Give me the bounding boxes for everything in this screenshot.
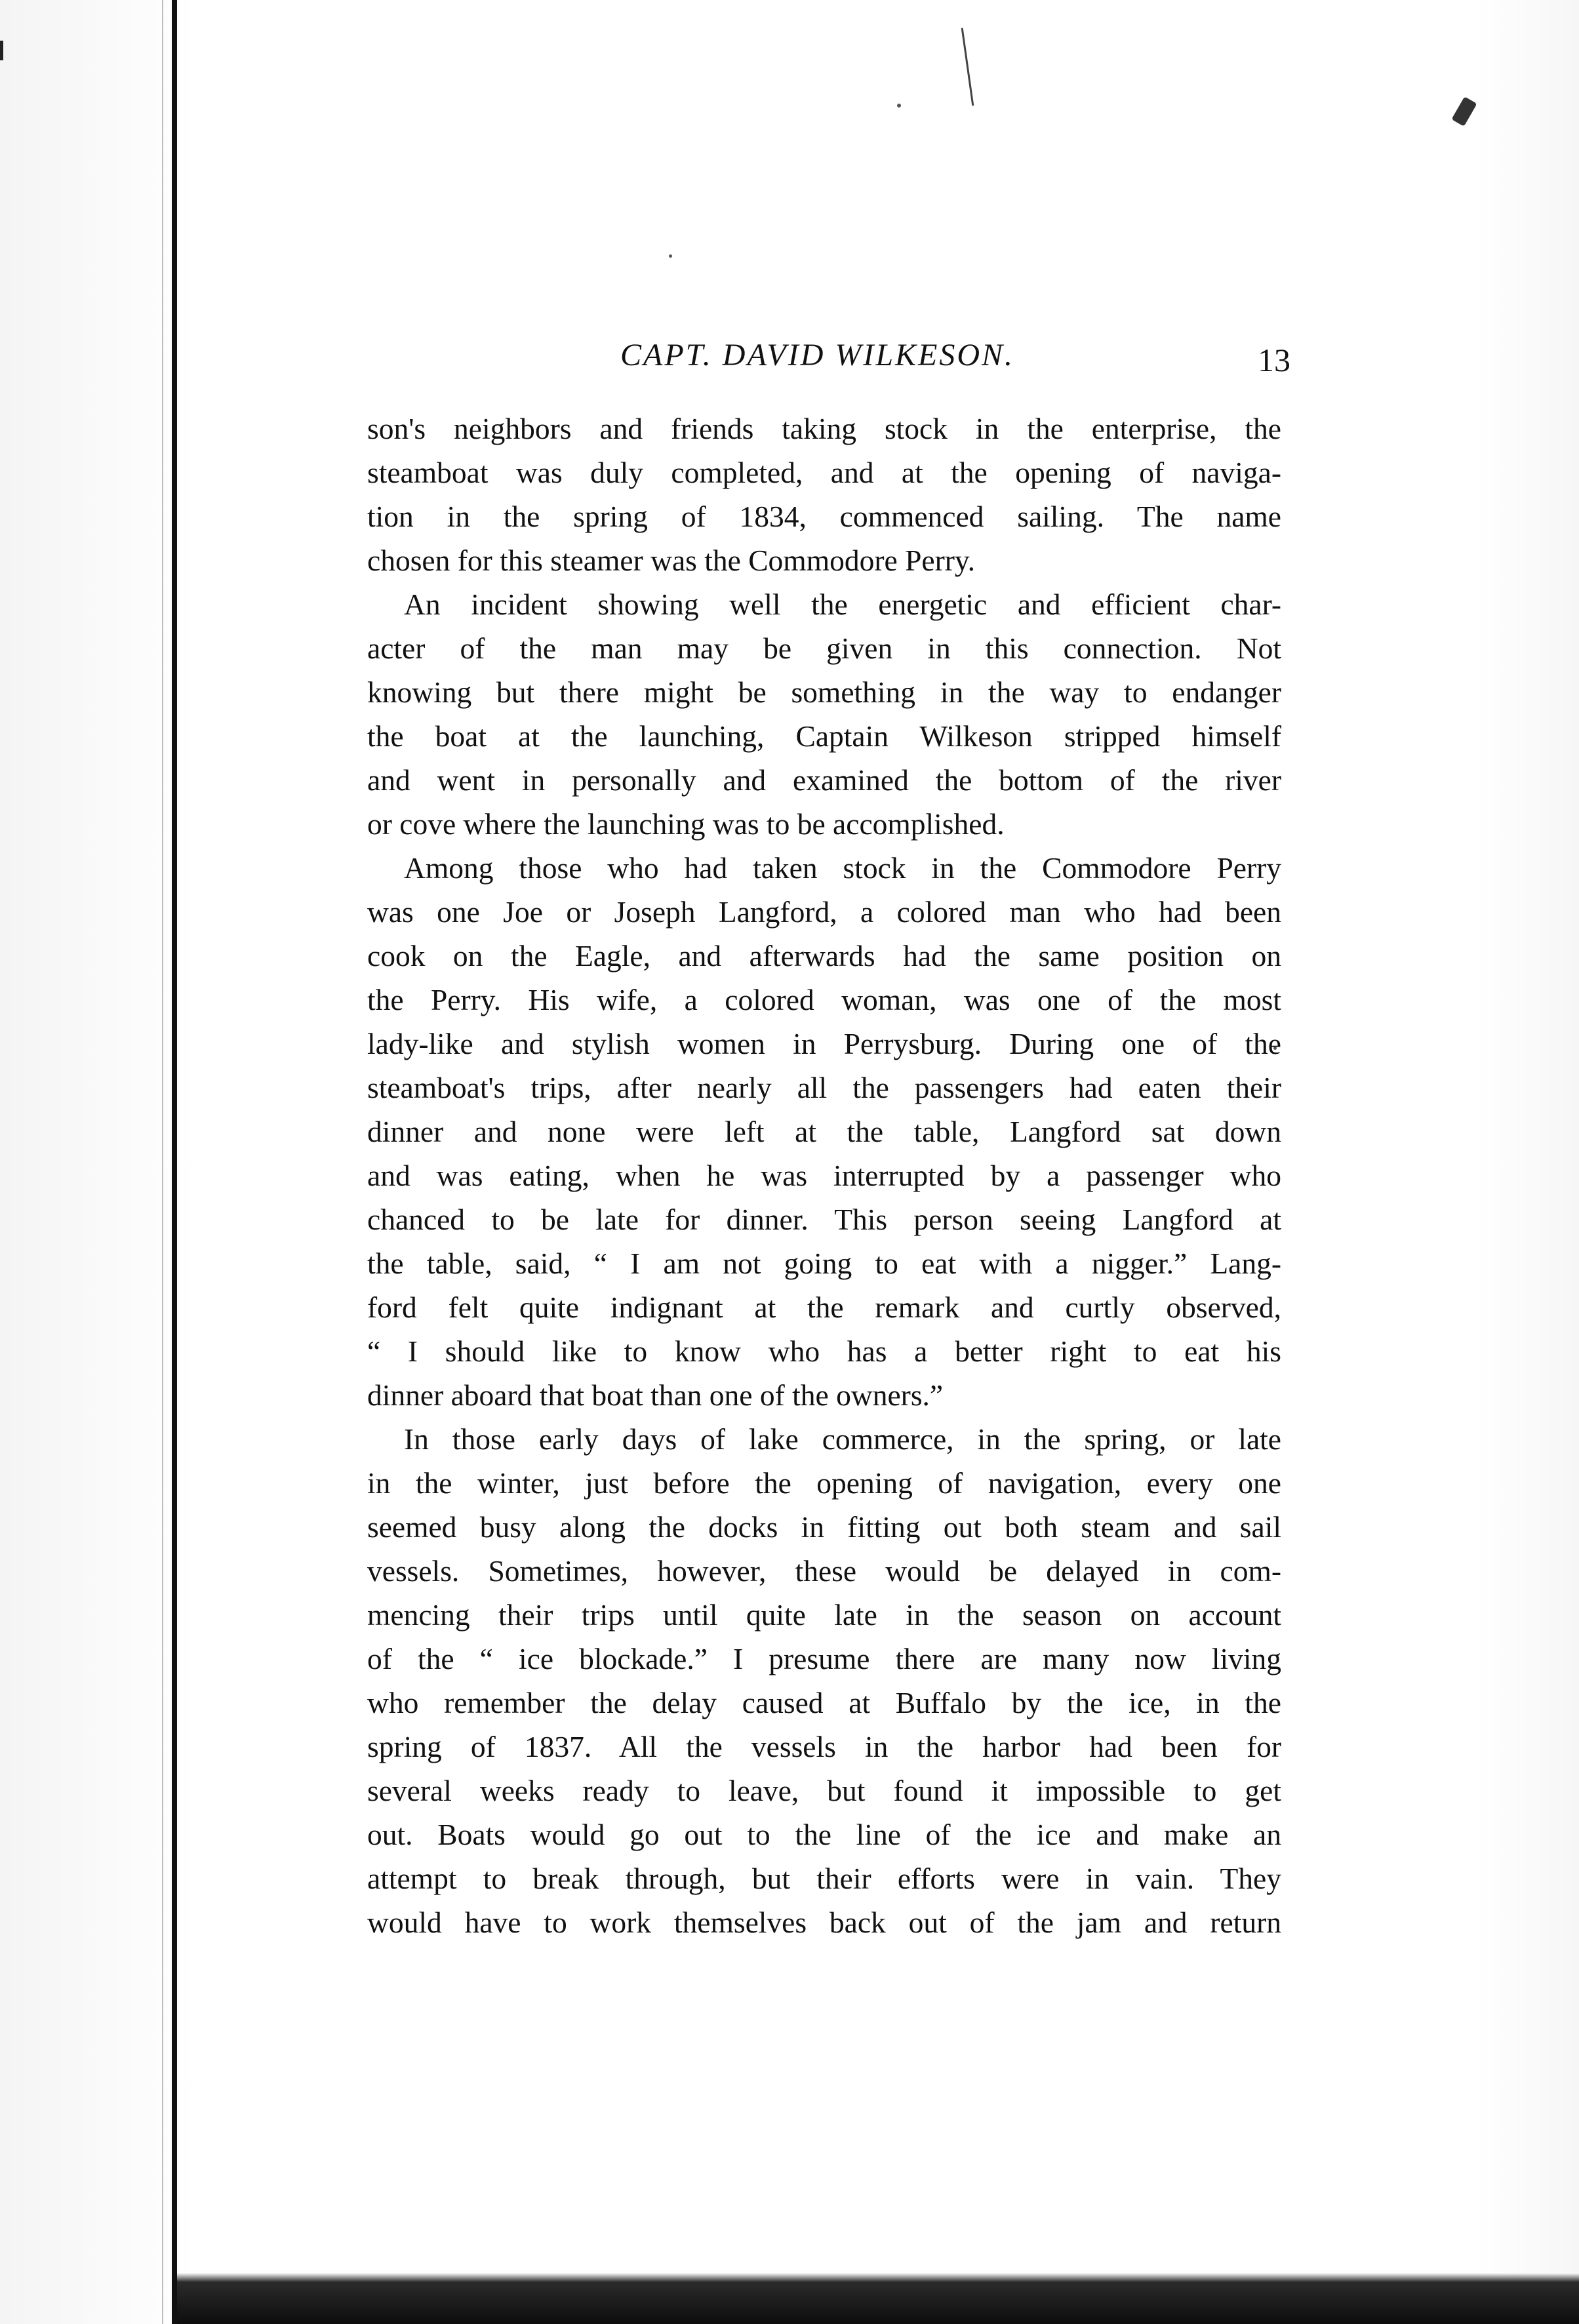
text-line: ford felt quite indignant at the remark and curtly observed, <box>367 1291 1281 1324</box>
text-line: chosen for this steamer was the Commodore Perry. <box>367 544 976 577</box>
text-line: spring of 1837. All the vessels in the harbor had been for <box>367 1730 1281 1763</box>
text-line: Among those who had taken stock in the Commodore Perry <box>404 851 1281 885</box>
text-line: knowing but there might be something in the way to endanger <box>367 675 1281 709</box>
text-line: out. Boats would go out to the line of the ice and make an <box>367 1818 1281 1851</box>
text-line: steamboat's trips, after nearly all the passengers had eaten their <box>367 1071 1281 1104</box>
text-line: the boat at the launching, Captain Wilkeson stripped himself <box>367 719 1281 753</box>
text-line: the Perry. His wife, a colored woman, was one of the most <box>367 983 1281 1016</box>
text-line: In those early days of lake commerce, in the spring, or late <box>404 1422 1281 1456</box>
text-line: several weeks ready to leave, but found it impossible to get <box>367 1774 1281 1807</box>
text-line: and was eating, when he was interrupted by a passenger who <box>367 1159 1281 1192</box>
text-line: lady-like and stylish women in Perrysburg. During one of the <box>367 1027 1281 1060</box>
text-line: attempt to break through, but their efforts were in vain. They <box>367 1862 1281 1895</box>
text-line: son's neighbors and friends taking stock in the enterprise, the <box>367 412 1281 445</box>
scan-speck <box>897 104 901 108</box>
text-line: seemed busy along the docks in fitting out both steam and sail <box>367 1510 1281 1544</box>
text-line: in the winter, just before the opening of navigation, every one <box>367 1466 1281 1500</box>
text-line: or cove where the launching was to be accomplished. <box>367 807 1005 841</box>
scan-bottom-edge <box>177 2273 1579 2324</box>
margin-mark <box>0 41 3 60</box>
text-line: chanced to be late for dinner. This person seeing Langford at <box>367 1203 1281 1236</box>
text-line: and went in personally and examined the bottom of the river <box>367 763 1281 797</box>
text-line: would have to work themselves back out of the jam and return <box>367 1906 1281 1939</box>
text-line: was one Joe or Joseph Langford, a colored man who had been <box>367 895 1281 929</box>
text-line: dinner and none were left at the table, Langford sat down <box>367 1115 1281 1148</box>
page-header <box>365 332 1290 384</box>
page-number: 13 <box>1258 342 1290 378</box>
text-line: tion in the spring of 1834, commenced sailing. The name <box>367 500 1281 533</box>
text-line: mencing their trips until quite late in the season on account <box>367 1598 1281 1632</box>
text-line: acter of the man may be given in this connection. Not <box>367 631 1281 665</box>
text-line: steamboat was duly completed, and at the opening of naviga- <box>367 456 1281 489</box>
text-line: An incident showing well the energetic and efficient char- <box>404 588 1281 621</box>
text-line: of the “ ice blockade.” I presume there are many now living <box>367 1642 1281 1675</box>
text-line: the table, said, “ I am not going to eat with a nigger.” Lang- <box>367 1247 1281 1280</box>
text-line: dinner aboard that boat than one of the owners.” <box>367 1378 944 1412</box>
body-text <box>367 407 1281 1944</box>
scan-speck <box>669 254 672 258</box>
text-line: who remember the delay caused at Buffalo by the ice, in the <box>367 1686 1281 1719</box>
text-line: vessels. Sometimes, however, these would be delayed in com- <box>367 1554 1281 1588</box>
binding-shadow-line <box>162 0 163 2324</box>
binding-edge-line <box>172 0 177 2324</box>
text-line: cook on the Eagle, and afterwards had the same position on <box>367 939 1281 972</box>
text-line: “ I should like to know who has a better right to eat his <box>367 1334 1281 1368</box>
running-head: CAPT. DAVID WILKESON. <box>620 338 1015 372</box>
